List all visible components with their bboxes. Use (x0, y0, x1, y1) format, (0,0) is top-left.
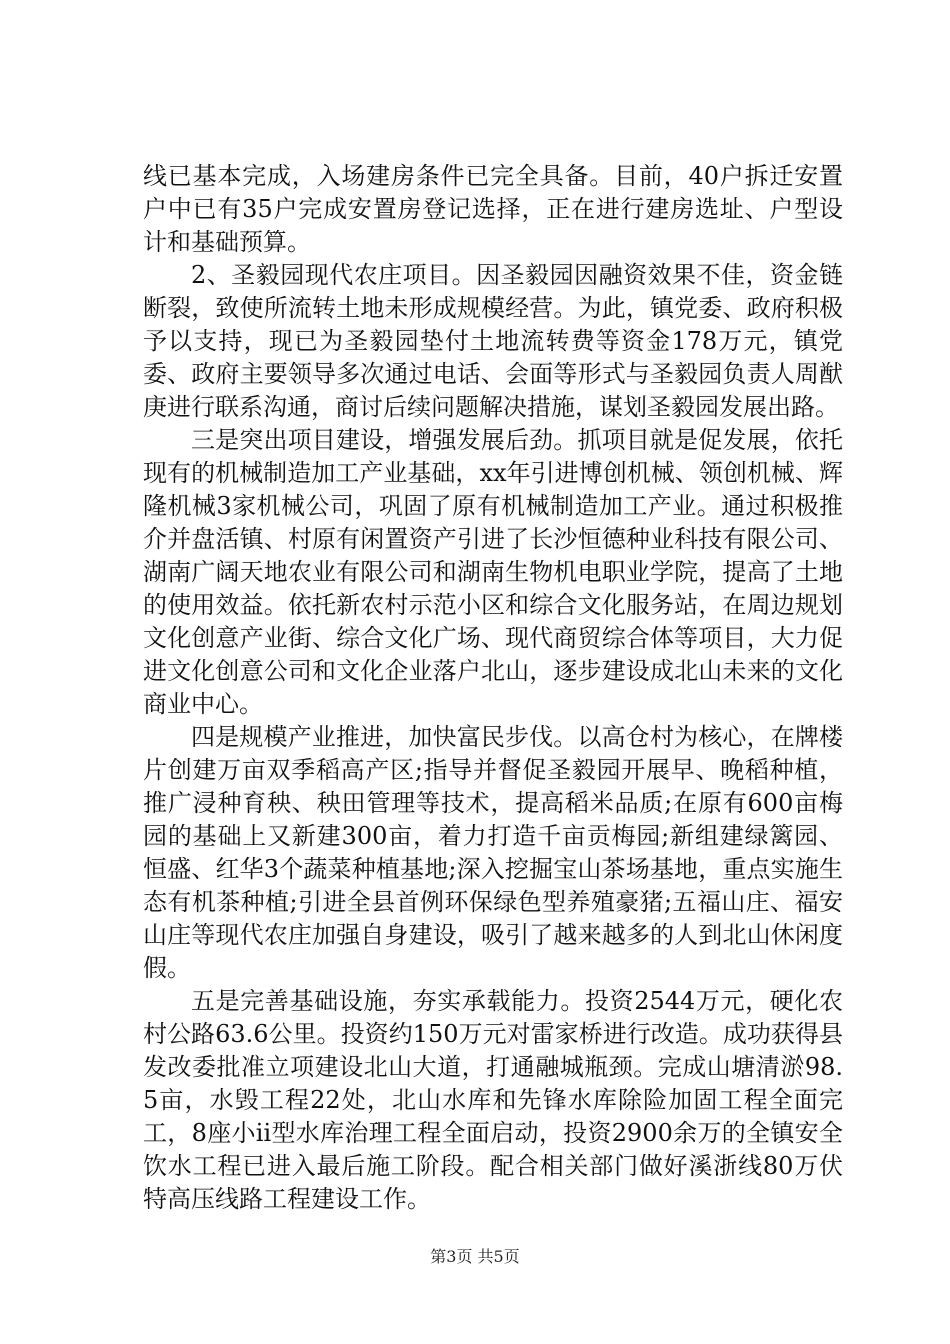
document-body (143, 160, 843, 1216)
paragraph-industry-scale: 四是规模产业推进，加快富民步伐。以高仓村为核心，在牌楼片创建万亩双季稻高产区;指导并督促圣毅园开展早、晚稻种植，推广浸种育秧、秧田管理等技术，提高稻米品质;在原有600亩梅园的基础上又新建300亩，着力打造千亩贡梅园;新组建绿篱园、恒盛、红华3个蔬菜种植基地;深入挖掘宝山茶场基地，重点实施生态有机茶种植;引进全县首例环保绿色型养殖豪猪;五福山庄、福安山庄等现代农庄加强自身建设，吸引了越来越多的人到北山休闲度假。 (143, 723, 843, 982)
paragraph-continuation: 线已基本完成，入场建房条件已完全具备。目前，40户拆迁安置户中已有35户完成安置房登记选择，正在进行建房选址、户型设计和基础预算。 (143, 162, 843, 256)
paragraph-project-construction: 三是突出项目建设，增强发展后劲。抓项目就是促发展，依托现有的机械制造加工产业基础，xx年引进博创机械、领创机械、辉隆机械3家机械公司，巩固了原有机械制造加工产业。通过积极推介并盘活镇、村原有闲置资产引进了长沙恒德种业科技有限公司、湖南广阔天地农业有限公司和湖南生物机电职业学院，提高了土地的使用效益。依托新农村示范小区和综合文化服务站，在周边规划文化创意产业街、综合文化广场、现代商贸综合体等项目，大力促进文化创意公司和文化企业落户北山，逐步建设成北山未来的文化商业中心。 (143, 426, 843, 718)
paragraph-shengyiyuan-project: 2、圣毅园现代农庄项目。因圣毅园因融资效果不佳，资金链断裂，致使所流转土地未形成规模经营。为此，镇党委、政府积极予以支持，现已为圣毅园垫付土地流转费等资金178万元，镇党委、政府主要领导多次通过电话、会面等形式与圣毅园负责人周猷庚进行联系沟通，商讨后续问题解决措施，谋划圣毅园发展出路。 (143, 261, 843, 421)
paragraph-infrastructure: 五是完善基础设施，夯实承载能力。投资2544万元，硬化农村公路63.6公里。投资约150万元对雷家桥进行改造。成功获得县发改委批准立项建设北山大道，打通融城瓶颈。完成山塘清淤98.5亩，水毁工程22处，北山水库和先锋水库除险加固工程全面完工，8座小ii型水库治理工程全面启动，投资2900余万的全镇安全饮水工程已进入最后施工阶段。配合相关部门做好溪浙线80万伏特高压线路工程建设工作。 (143, 987, 843, 1213)
page-footer: 第3页 共5页 (430, 1247, 520, 1266)
